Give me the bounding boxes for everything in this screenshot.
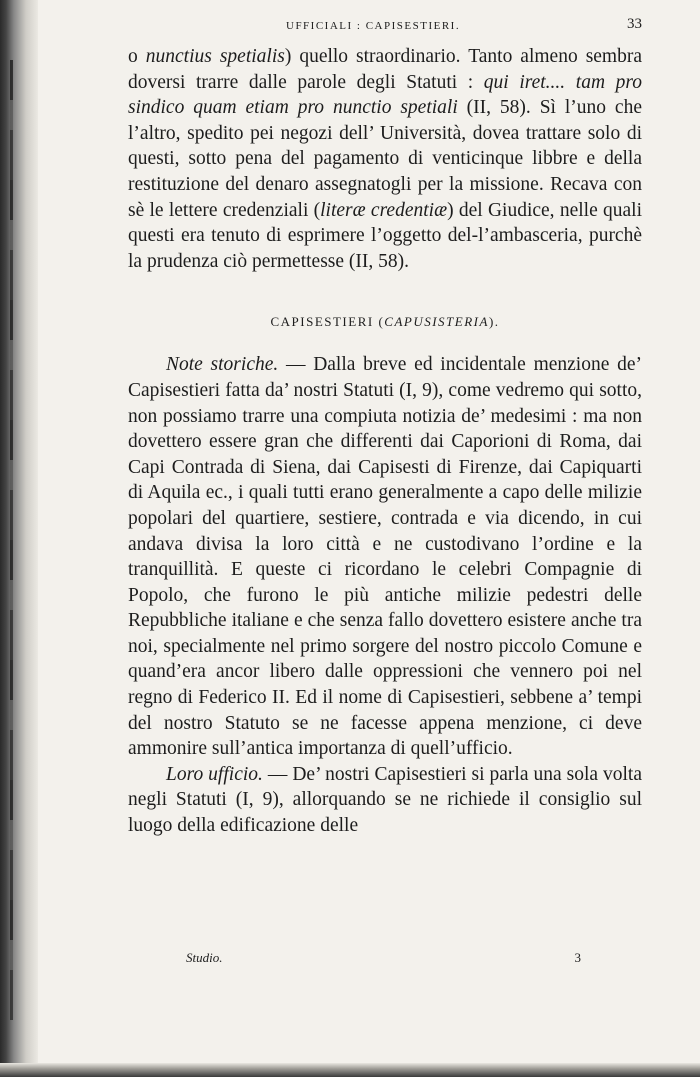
book-page [128,14,642,839]
latin-phrase: literæ credentiæ [320,199,448,221]
page-bottom-edge [0,1063,700,1077]
text-run: o [128,46,146,67]
page-number: 33 [627,16,642,32]
paragraph-text: — Dalla breve ed incidentale menzione de’ Capisestieri fatta da’ nostri Statuti (I, 9), come vedremo qui sotto, non possiamo trarre una compiuta notizia de’ medesimi : ma non dovettero essere gran che differenti dai Caporioni di Roma, dai Capi Contrada di Siena, dai Capisesti di Firenze, dai Capiquarti di Aquila ec., i quali tutti erano generalmente a capo delle milizie popolari del quartiere, sestiere, contrada e via dicendo, in cui andava divisa la loro città e ne custodivano l’ordine e la tranquillità. E queste ci ricordano le celebri Compagnie di Popolo, che furono le più antiche milizie pedestri delle Repubbliche italiane e che senza fallo dovettero esistere anche tra noi, specialmente nel primo sorgere del nostro piccolo Comune e quand’era ancor libero dalle oppressioni che vennero poi nel regno di Federico II. Ed il nome di Capisestieri, sebbene a’ tempi del nostro Statuto se ne facesse appena menzione, ci deve ammonire sull’antica importanza di quell’ufficio. [128,354,642,760]
paragraph-lead: Loro ufficio. [166,763,263,785]
running-head-title: UFFICIALI : CAPISESTIERI. [286,20,461,32]
paragraph-text: — De’ nostri Capisestieri si parla una sola volta negli Statuti (I, 9), allorquando se ne richiede il consiglio sul luogo della edificazione delle [128,763,642,837]
historical-notes-paragraph [128,352,642,762]
text-run: (II, 58). Sì l’uno che l’altro, spedito pei negozi dell’ Università, dovea trattare solo di questi, sotto pena del pagamento di venticinque libbre e della restituzione del denaro assegnatogli per la missione. Recava con sè le lettere credenziali ( [128,97,642,221]
printer-signature: Studio. [186,950,223,965]
latin-phrase: nunctius spetialis [145,46,285,67]
book-binding-shadow [0,0,38,1077]
running-head [128,14,642,38]
continuation-paragraph [128,44,642,274]
text-run: ) del Giudice, nelle quali questi era tenuto di esprimere l’oggetto del-l’ambasceria, purchè la prudenza ciò permettesse (II, 58). [128,199,642,272]
latin-quotation: qui iret.... tam pro sindico quam etiam pro nunctio spetiali [128,71,642,119]
section-heading-latin: CAPUSISTERIA [384,314,489,330]
section-heading: CAPISESTIERI (CAPUSISTERIA). [270,314,500,330]
office-paragraph [128,762,642,839]
paragraph-lead: Note storiche. [166,354,279,376]
sheet-number: 3 [574,950,581,965]
text-run: ) quello straordinario. Tanto almeno sembra doversi trarre dalle parole degli Statuti : [128,46,643,93]
